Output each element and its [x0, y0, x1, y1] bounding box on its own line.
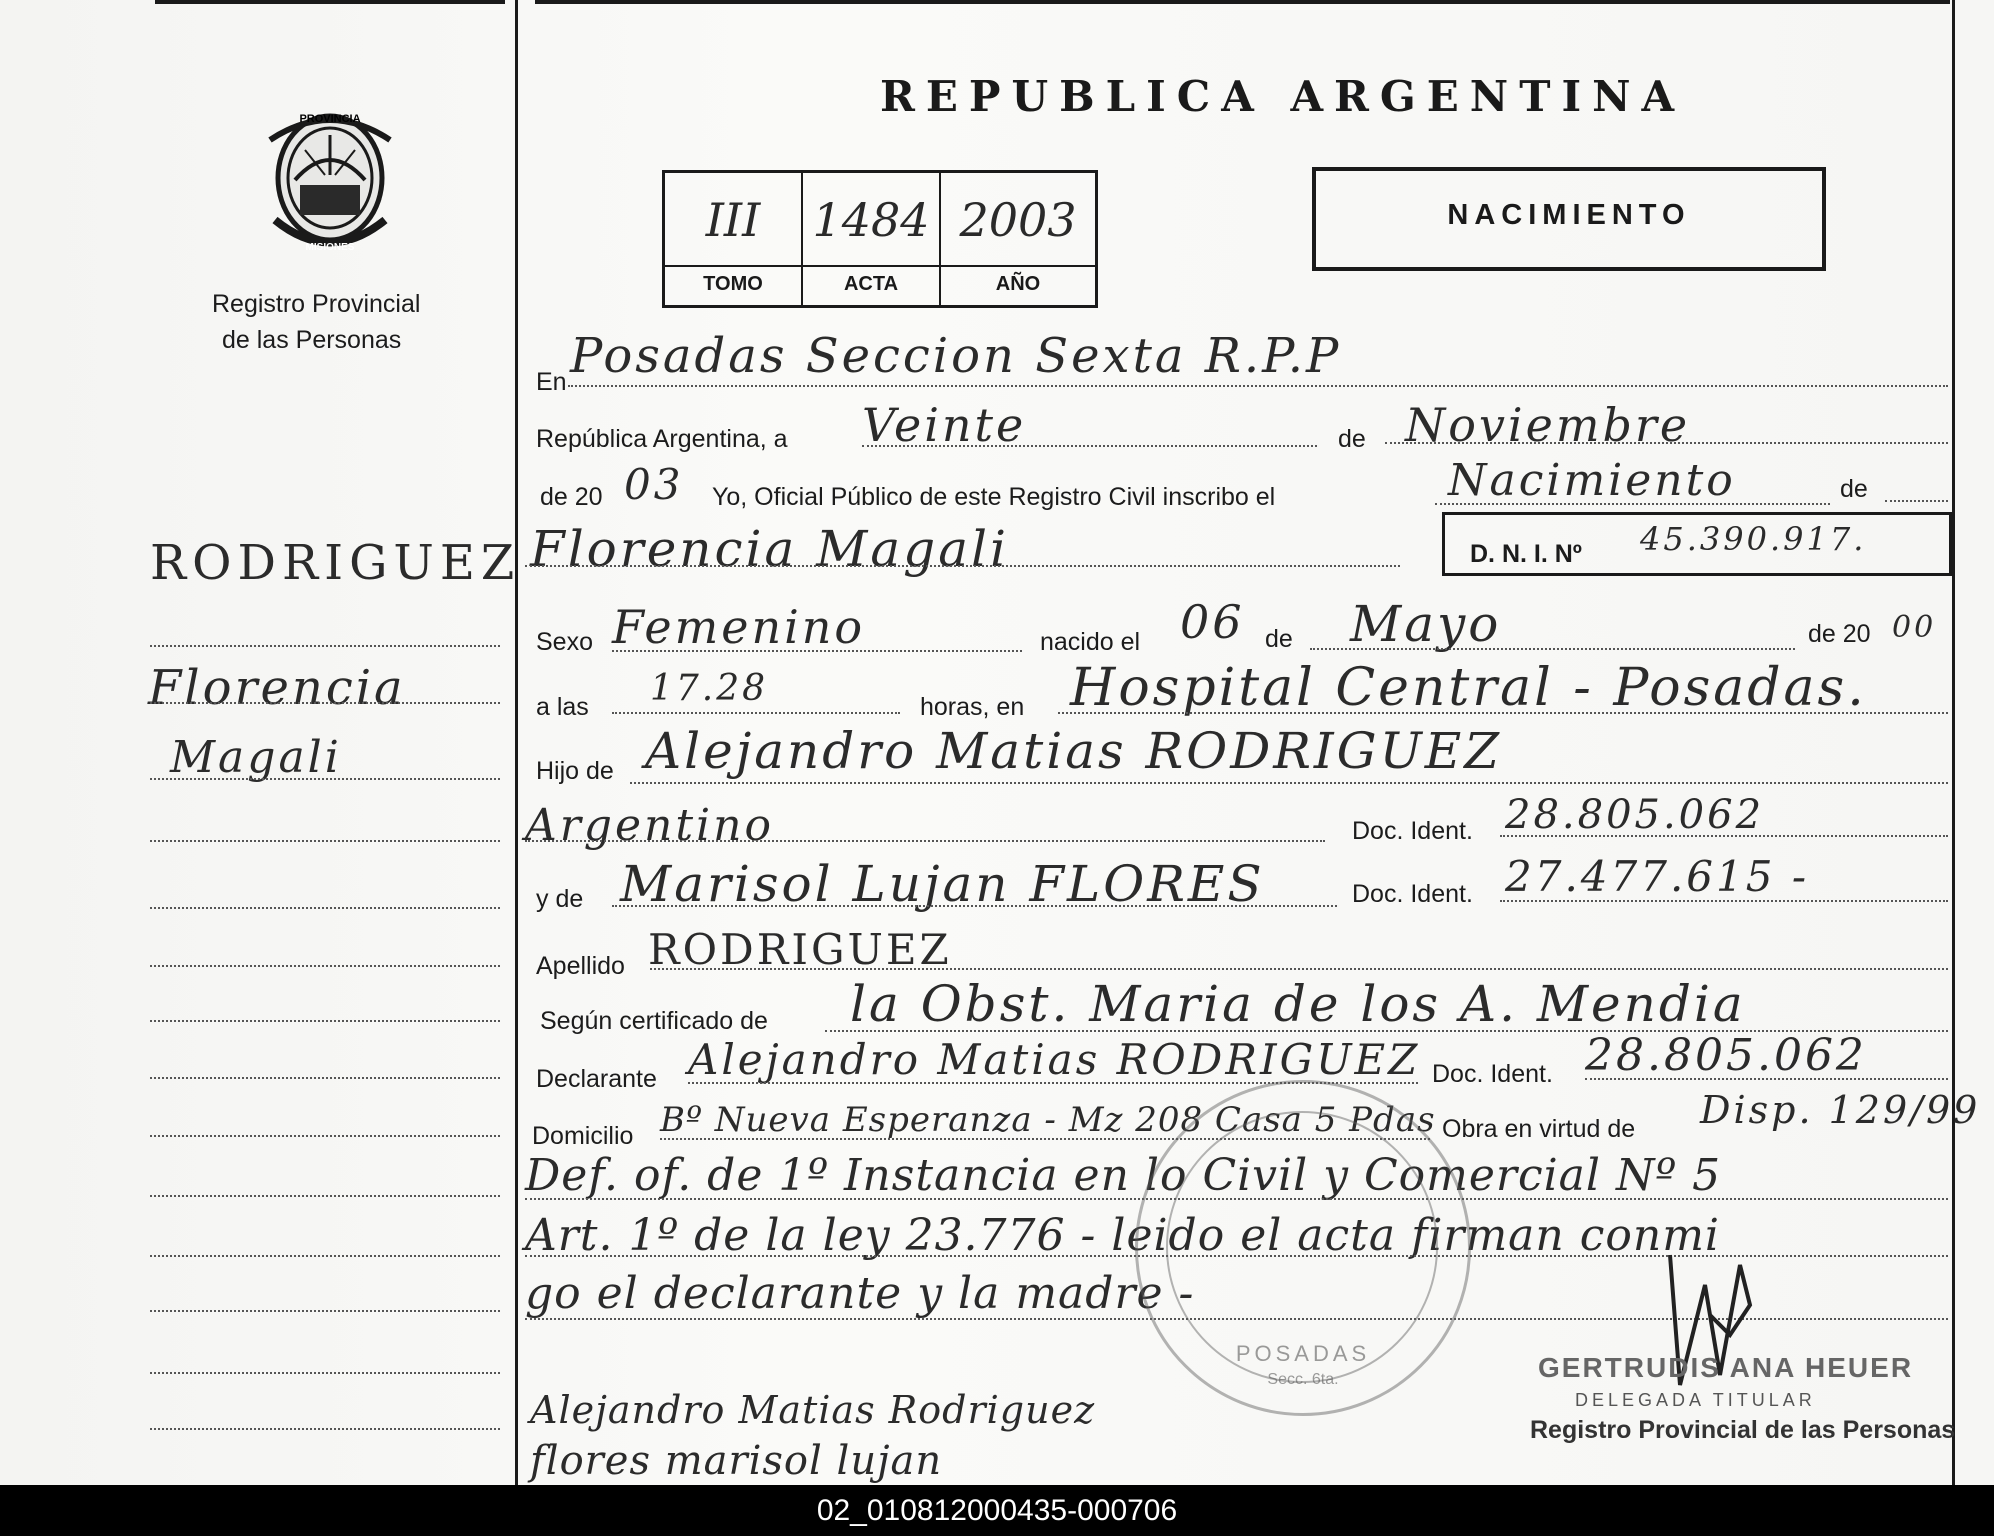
official-title: DELEGADA TITULAR: [1575, 1390, 1816, 1410]
top-rule-right: [535, 0, 1950, 4]
label-declarante: Declarante: [536, 1065, 657, 1093]
official-name: GERTRUDIS ANA HEUER: [1538, 1352, 1914, 1383]
value-declarante-doc: 28.805.062: [1585, 1030, 1867, 1081]
value-anio: 03: [624, 460, 684, 509]
footer-code: 02_010812000435-000706: [0, 1485, 1994, 1536]
signature-declarante: Alejandro Matias Rodriguez: [530, 1388, 1096, 1432]
value-obra: Disp. 129/99: [1700, 1088, 1981, 1132]
margin-line-6: [150, 965, 500, 967]
label-doc1: Doc. Ident.: [1352, 817, 1473, 845]
doc-type-label: NACIMIENTO: [1447, 199, 1691, 231]
value-dia-nac: 06: [1180, 595, 1245, 649]
value-nacionalidad: Argentino: [525, 800, 774, 851]
value-mes: Noviembre: [1405, 398, 1691, 452]
label-dni: D. N. I. Nº: [1470, 540, 1582, 568]
label-yo: Yo, Oficial Público de este Registro Civil inscribo el: [712, 483, 1276, 511]
note-line-2: Art. 1º de la ley 23.776 - leido el acta firman conmi: [525, 1210, 1721, 1261]
margin-line-5: [150, 907, 500, 909]
tomo-label: TOMO: [703, 273, 763, 295]
label-obra: Obra en virtud de: [1442, 1115, 1636, 1143]
margin-line-14: [150, 1428, 500, 1430]
record-box: [662, 170, 1098, 308]
anio-value: 2003: [959, 193, 1077, 247]
provincial-seal-icon: [250, 100, 410, 260]
tomo-cell: [665, 173, 803, 305]
value-domicilio: Bº Nueva Esperanza - Mz 208 Casa 5 Pdas: [660, 1100, 1436, 1140]
value-lugar: Posadas Seccion Sexta R.P.P: [570, 328, 1342, 384]
value-madre: Marisol Lujan FLORES: [620, 855, 1265, 913]
margin-line-13: [150, 1372, 500, 1374]
value-madre-doc: 27.477.615 -: [1505, 852, 1810, 901]
margin-surname: RODRIGUEZ: [150, 535, 521, 591]
label-y-de: y de: [536, 885, 584, 913]
label-en: En: [536, 368, 567, 396]
margin-line-12: [150, 1310, 500, 1312]
top-rule-left: [155, 0, 505, 4]
label-a-las: a las: [536, 693, 589, 721]
registry-name-line2: de las Personas: [222, 326, 402, 354]
value-declarante: Alejandro Matias RODRIGUEZ: [688, 1035, 1421, 1084]
seal-top-text: PROVINCIA: [299, 113, 361, 125]
seal-bottom-text: MISIONES: [305, 242, 355, 253]
margin-line-1: [150, 645, 500, 647]
label-hijo: Hijo de: [536, 757, 614, 785]
label-sexo: Sexo: [536, 628, 593, 656]
label-doc3: Doc. Ident.: [1432, 1060, 1553, 1088]
tomo-value: III: [705, 193, 761, 247]
label-domicilio: Domicilio: [532, 1122, 634, 1150]
value-nombre: Florencia Magali: [530, 520, 1009, 578]
signature-madre: flores marisol lujan: [530, 1438, 943, 1484]
margin-line-2: [150, 702, 500, 704]
value-padre-doc: 28.805.062: [1505, 792, 1765, 838]
label-nacido: nacido el: [1040, 628, 1141, 656]
label-de1: de: [1338, 425, 1366, 453]
value-dia: Veinte: [862, 398, 1027, 452]
official-stamp: [1135, 1080, 1471, 1416]
acta-label: ACTA: [843, 273, 899, 295]
value-sexo: Femenino: [612, 600, 866, 654]
label-doc2: Doc. Ident.: [1352, 880, 1473, 908]
margin-line-7: [150, 1020, 500, 1022]
margin-line-10: [150, 1195, 500, 1197]
value-lugar-nac: Hospital Central - Posadas.: [1070, 658, 1867, 718]
anio-label: AÑO: [995, 273, 1041, 295]
margin-line-4: [150, 840, 500, 842]
doc-type-box: [1312, 167, 1826, 271]
label-de20: de 20: [540, 483, 603, 511]
value-mes-nac: Mayo: [1350, 595, 1502, 653]
value-dni: 45.390.917.: [1640, 520, 1867, 558]
note-line-1: Def. of. de 1º Instancia en lo Civil y Comercial Nº 5: [525, 1150, 1722, 1201]
margin-second-name: Magali: [170, 732, 342, 783]
margin-line-8: [150, 1077, 500, 1079]
label-de2: de: [1840, 475, 1868, 503]
value-padre: Alejandro Matias RODRIGUEZ: [645, 722, 1503, 780]
value-anio-nac: 00: [1892, 610, 1937, 645]
registry-name-line1: Registro Provincial: [212, 290, 421, 318]
column-divider: [515, 0, 518, 1485]
margin-line-11: [150, 1255, 500, 1257]
value-certificado: la Obst. Maria de los A. Mendia: [850, 975, 1746, 1033]
stamp-city: POSADAS: [1235, 1341, 1371, 1366]
page-title: REPUBLICA ARGENTINA: [880, 72, 1686, 121]
value-acto: Nacimiento: [1448, 455, 1736, 506]
stamp-sub: Secc. 6ta.: [1267, 1371, 1339, 1388]
acta-cell: [803, 173, 941, 305]
label-apellido: Apellido: [536, 952, 625, 980]
margin-line-3: [150, 778, 500, 780]
label-horas: horas, en: [920, 693, 1025, 721]
label-de3: de: [1265, 625, 1293, 653]
note-line-3: go el declarante y la madre -: [525, 1268, 1195, 1319]
anio-cell: [941, 173, 1095, 305]
label-segun: Según certificado de: [540, 1007, 768, 1035]
acta-value: 1484: [812, 193, 930, 247]
value-hora: 17.28: [650, 668, 769, 709]
label-republica: República Argentina, a: [536, 425, 788, 453]
official-office: Registro Provincial de las Personas: [1530, 1416, 1956, 1444]
right-border: [1952, 0, 1955, 1485]
margin-first-name: Florencia: [148, 660, 406, 716]
label-de20b: de 20: [1808, 620, 1871, 648]
value-apellido: RODRIGUEZ: [648, 925, 952, 974]
margin-line-9: [150, 1135, 500, 1137]
